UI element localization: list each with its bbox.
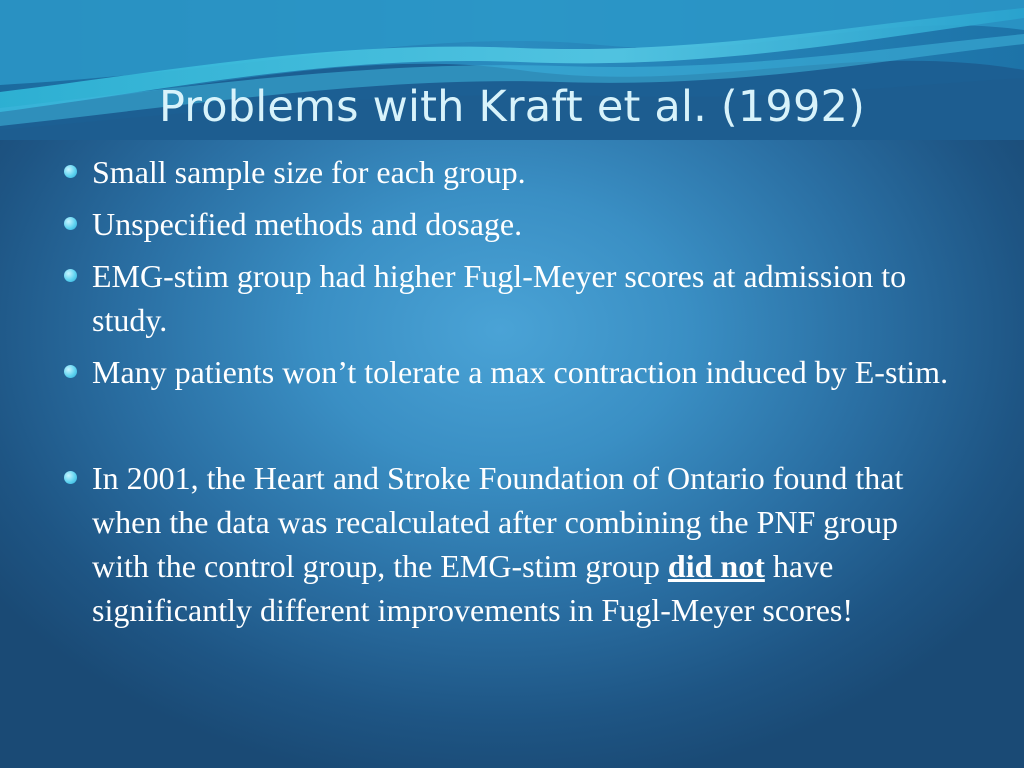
bullet-list <box>62 150 962 640</box>
bullet-text-after: have significantly different improvements in Fugl-Meyer scores! <box>92 548 853 628</box>
slide-title: Problems with Kraft et al. (1992) <box>158 82 866 132</box>
bullet-dot-icon <box>64 217 77 230</box>
list-item <box>62 254 962 342</box>
bullet-text-before: In 2001, the Heart and Stroke Foundation of Ontario found that when the data was recalculated after combining the PNF group with the control group, the EMG-stim group <box>92 460 904 584</box>
list-item <box>62 350 962 394</box>
bullet-dot-icon <box>64 269 77 282</box>
bullet-text: Unspecified methods and dosage. <box>92 206 523 242</box>
list-item <box>62 202 962 246</box>
bullet-dot-icon <box>64 165 77 178</box>
bullet-text: EMG-stim group had higher Fugl-Meyer scores at admission to study. <box>92 258 907 338</box>
bullet-text: Many patients won’t tolerate a max contraction induced by E-stim. <box>92 354 949 390</box>
list-item <box>62 456 962 632</box>
list-item <box>62 150 962 194</box>
bullet-dot-icon <box>64 365 77 378</box>
emphasis-text: did not <box>667 548 765 584</box>
bullet-text: Small sample size for each group. <box>92 154 526 190</box>
bullet-dot-icon <box>64 471 77 484</box>
